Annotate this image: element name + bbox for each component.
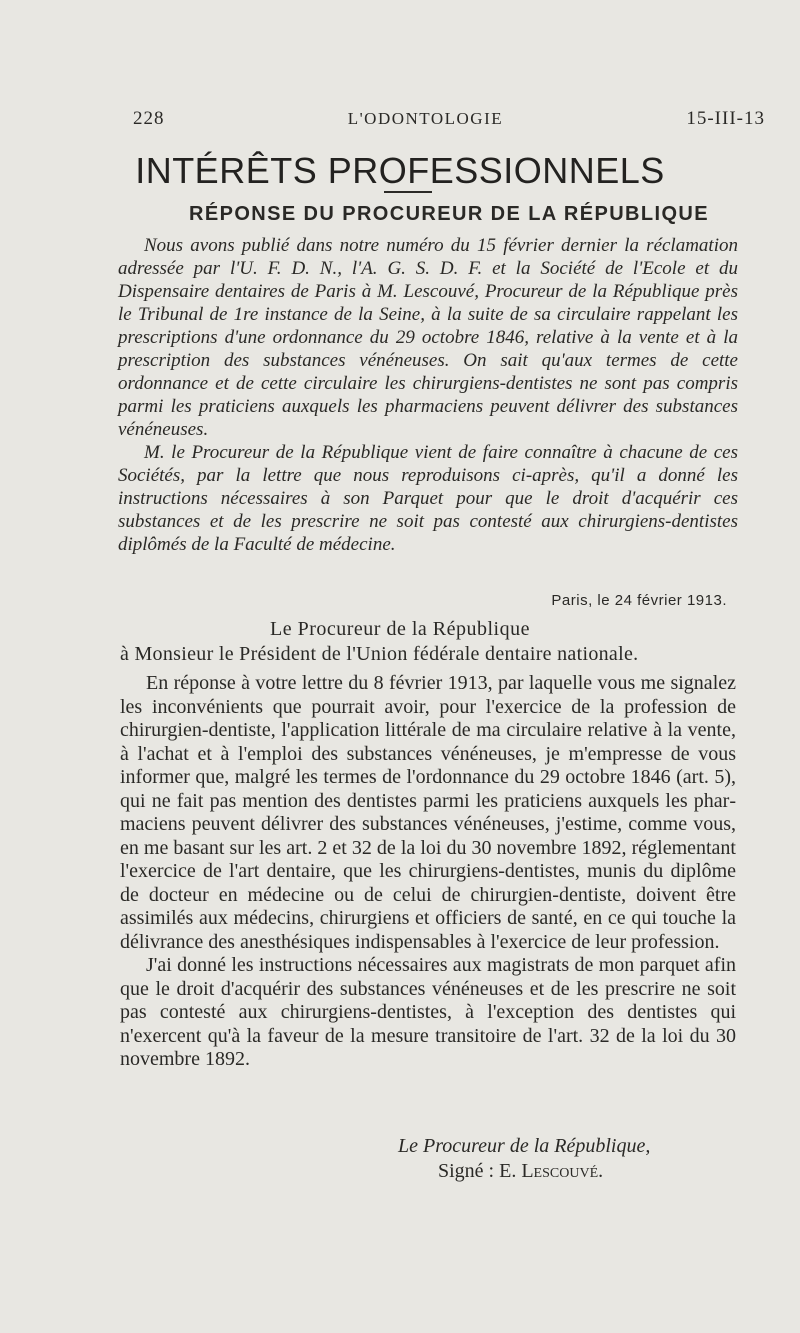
signature-prefix: Signé : E. xyxy=(438,1160,522,1182)
intro-text xyxy=(118,234,738,556)
signature-role: Le Procureur de la République, xyxy=(398,1135,651,1157)
letter-date: Paris, le 24 février 1913. xyxy=(551,592,727,609)
letter-recipient: à Monsieur le Président de l'Union fédérale dentaire nationale. xyxy=(120,643,639,665)
letter-body xyxy=(120,672,736,1072)
page-number: 228 xyxy=(133,108,165,129)
letter-paragraph-1: En réponse à votre lettre du 8 février 1913, par laquelle vous me signalez les inconvénients que pourrait avoir, pour l'exercice de la profession de chirurgien-dentiste, l'application littérale de ma circulaire relative à la vente, à l'achat et à l'emploi des substances vénéneuses, je m'empresse de vous informer que, malgré les termes de l'ordonnance du 29 octobre 1846 (art. 5), qui ne fait pas mention des dentistes parmi les praticiens auxquels les pharmaciens peuvent délivrer des substances vénéneuses, j'estime, comme vous, en me basant sur les art. 2 et 32 de la loi du 30 novembre 1892, réglementant l'exercice de l'art dentaire, que les chirurgiens-dentistes, munis du diplôme de docteur en médecine ou de celui de chirurgien-dentiste, doivent être assimilés aux médecins, chirurgiens et officiers de santé, en ce qui touche la délivrance des anesthésiques indispensables à l'exercice de leur profession. xyxy=(120,672,736,953)
article-title: RÉPONSE DU PROCUREUR DE LA RÉPUBLIQUE xyxy=(189,203,709,225)
running-header xyxy=(133,108,765,130)
issue-date: 15-III-13 xyxy=(686,108,765,129)
intro-paragraph-2: M. le Procureur de la République vient de faire connaître à chacune de ces Sociétés, par la lettre que nous reproduisons ci-après, qu'il a donné les instructions nécessaires à son Parquet pour que le droit d'acquérir ces substances et de les prescrire ne soit pas contesté aux chirurgiens-dentistes diplômés de la Faculté de médecine. xyxy=(118,442,738,555)
letter-paragraph-2: J'ai donné les instructions nécessaires aux magistrats de mon parquet afin que le droit d'acquérir des substances vénéneuses et de les prescrire ne soit pas contesté aux chirurgiens-dentistes, à l'exception des dentistes qui n'exercent qu'à la faveur de la mesure transitoire de l'art. 32 de la loi du 30 novembre 1892. xyxy=(120,954,736,1070)
section-title: INTÉRÊTS PROFESSIONNELS xyxy=(135,150,665,191)
title-rule xyxy=(384,191,432,193)
letter-sender: Le Procureur de la République xyxy=(270,618,530,640)
journal-name: L'ODONTOLOGIE xyxy=(347,109,504,128)
intro-paragraph-1: Nous avons publié dans notre numéro du 15 février dernier la réclamation adressée par l'U. F. D. N., l'A. G. S. D. F. et la Société de l'Ecole et du Dispensaire dentaires de Paris à M. Lescouvé, Procureur de la République près le Tribunal de 1re instance de la Seine, à la suite de sa circulaire rappelant les prescriptions d'une ordonnance du 29 octobre 1846, relative à la vente et à la prescription des substances vénéneuses. On sait qu'aux termes de cette ordonnance et de cette circulaire les chirurgiens-dentistes ne sont pas compris parmi les praticiens auxquels les pharmaciens peuvent délivrer des substances vénéneuses. xyxy=(118,235,738,440)
signature xyxy=(120,1160,740,1183)
signature-name: Lescouvé. xyxy=(521,1160,604,1182)
